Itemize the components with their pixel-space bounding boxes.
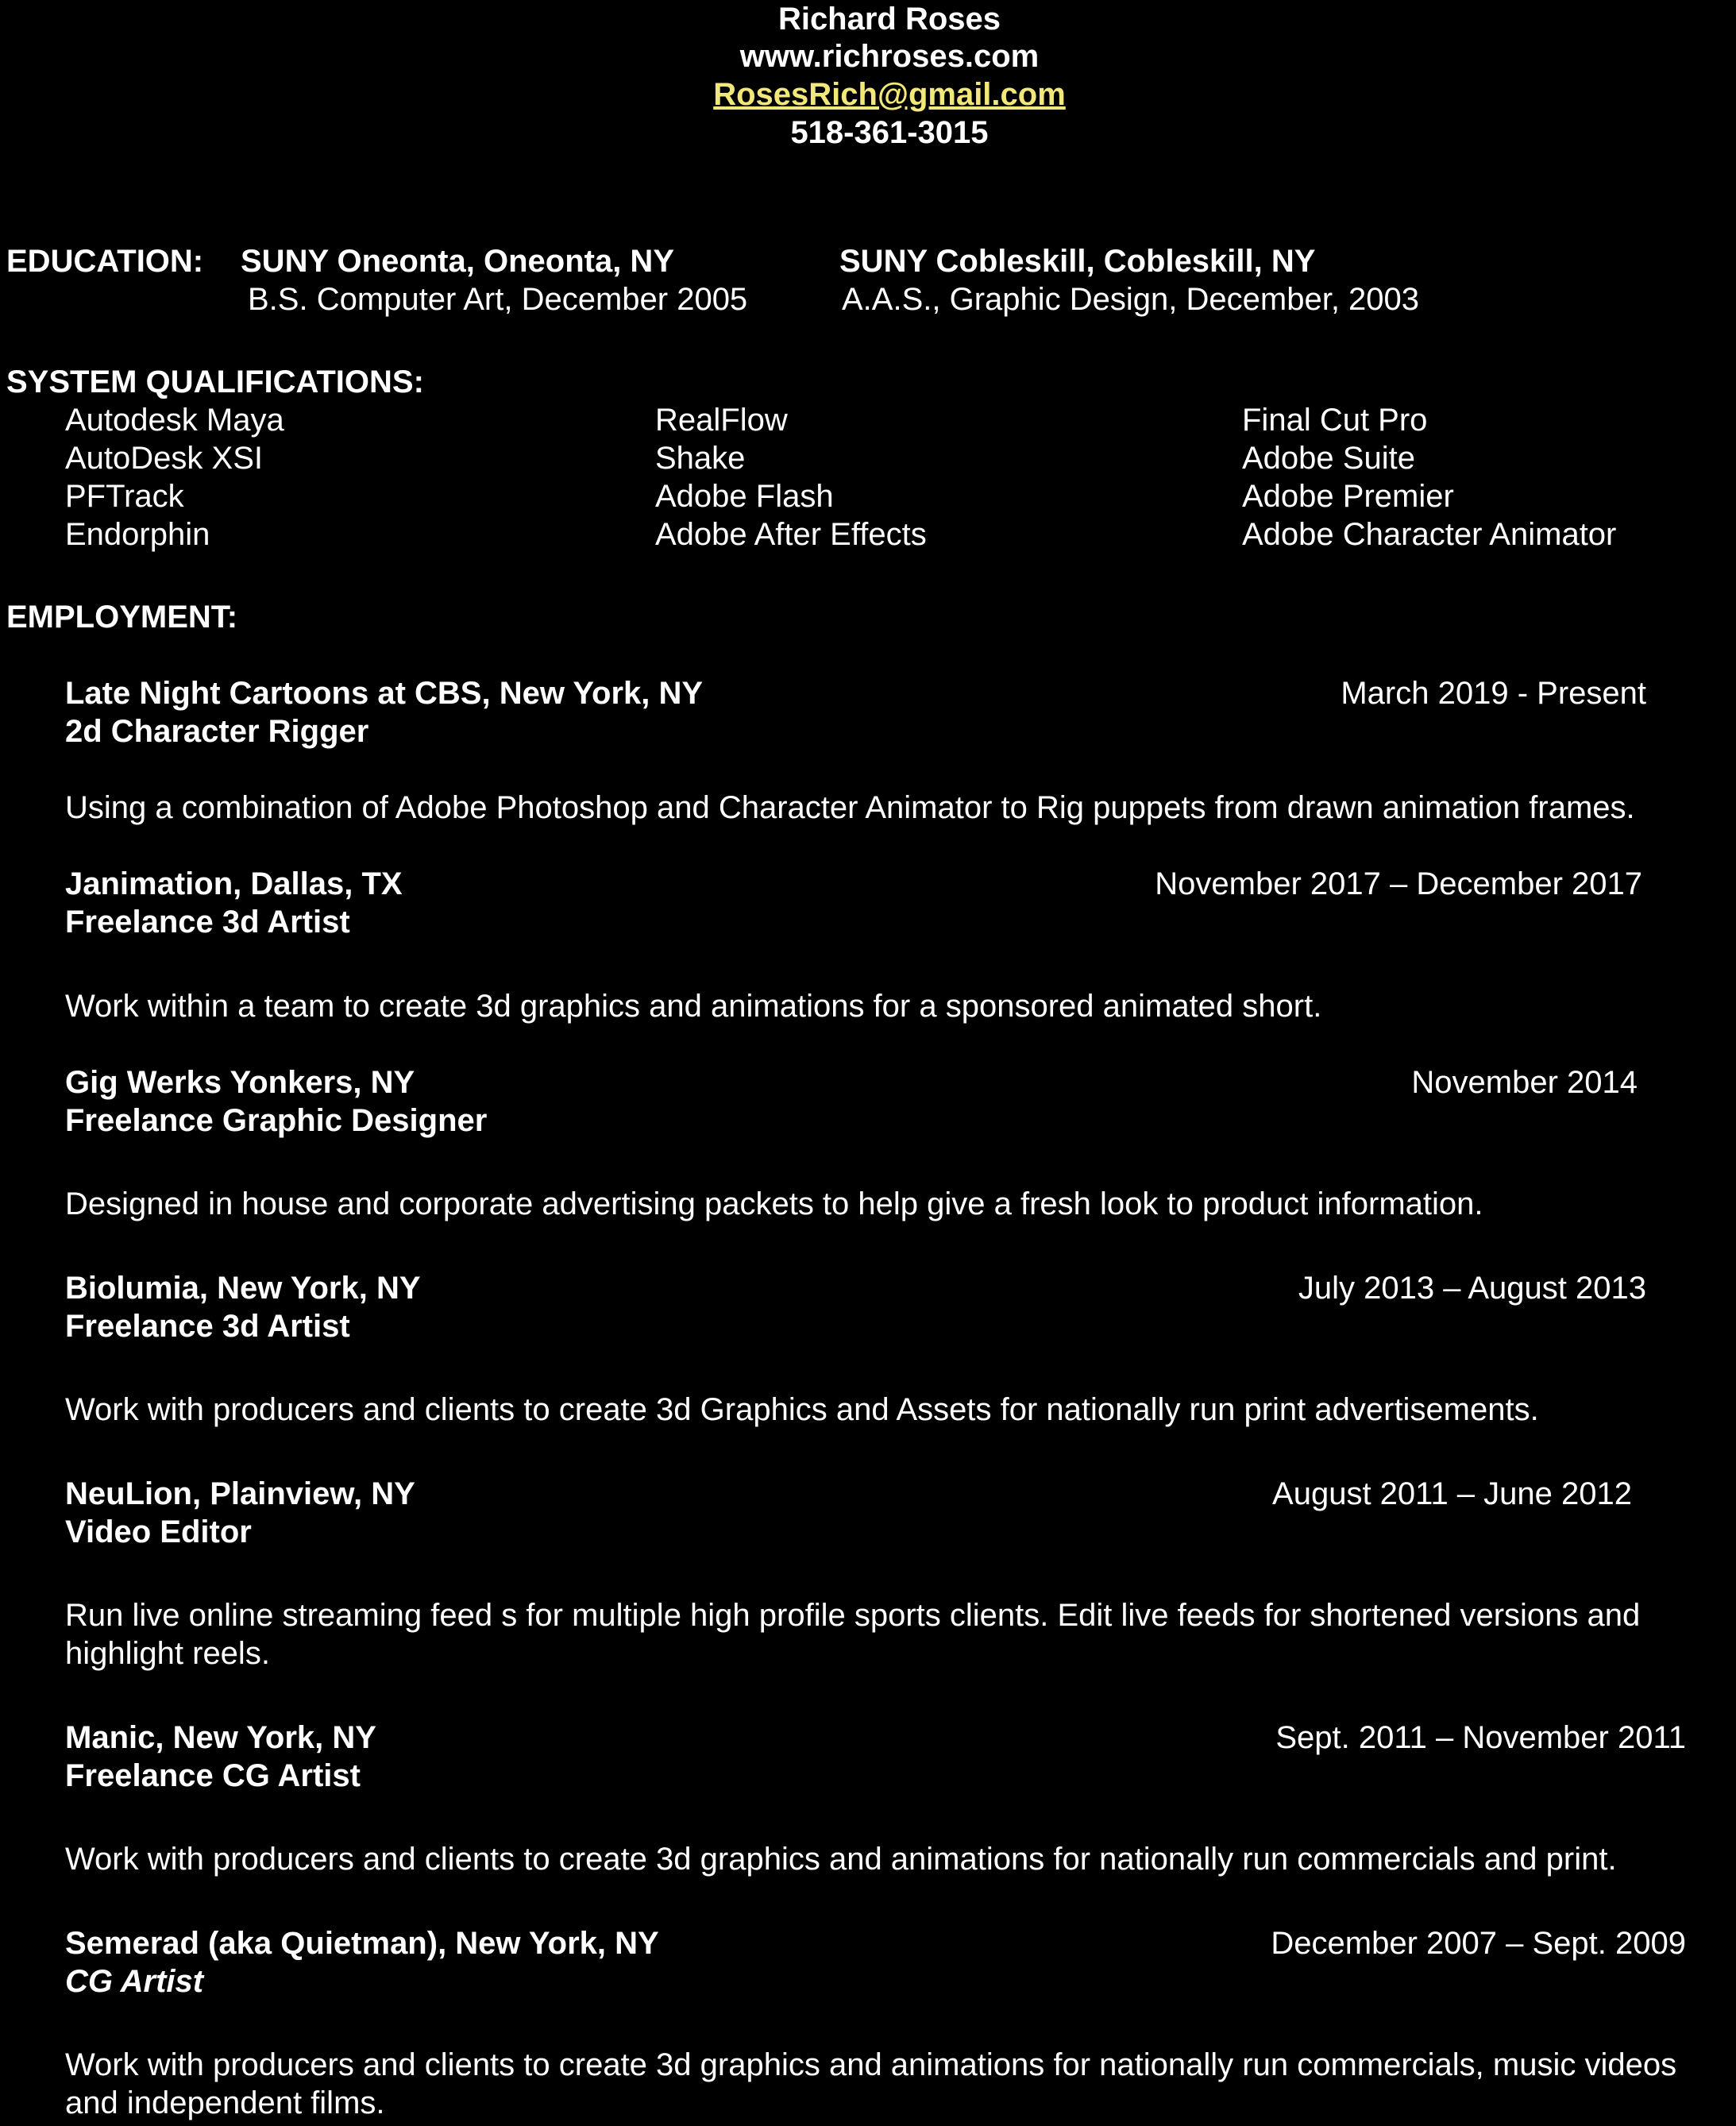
job-description: Run live online streaming feed s for multiple high profile sports clients. Edit live feeds for shortened versions and highlight reels. — [65, 1598, 1641, 1671]
job-description: Work with producers and clients to create 3d Graphics and Assets for nationally run print advertisements. — [65, 1392, 1539, 1427]
job-description: Using a combination of Adobe Photoshop and Character Animator to Rig puppets from drawn animation frames. — [65, 790, 1635, 825]
job-description: Work within a team to create 3d graphics and animations for a sponsored animated short. — [65, 989, 1322, 1024]
website: www.richroses.com — [739, 39, 1040, 74]
qualification-item: Adobe Suite — [1242, 441, 1415, 476]
qualification-item: Adobe Flash — [655, 479, 834, 514]
job-company: Semerad (aka Quietman), New York, NY — [65, 1926, 659, 1961]
qualification-item: PFTrack — [65, 479, 184, 514]
job-title: Video Editor — [65, 1514, 252, 1549]
job-dates: November 2014 — [1411, 1065, 1638, 1100]
qualification-item: Final Cut Pro — [1242, 403, 1428, 438]
job-title: Freelance 3d Artist — [65, 1309, 350, 1344]
job-title: Freelance CG Artist — [65, 1758, 361, 1793]
job-title: Freelance Graphic Designer — [65, 1103, 488, 1138]
education-school-1: SUNY Oneonta, Oneonta, NY — [241, 244, 674, 279]
job-dates: November 2017 – December 2017 — [1155, 866, 1642, 901]
education-heading: EDUCATION: — [6, 244, 204, 279]
qualification-item: RealFlow — [655, 403, 788, 438]
qualification-item: Adobe Character Animator — [1242, 517, 1617, 552]
qualification-item: Endorphin — [65, 517, 210, 552]
job-title: CG Artist — [65, 1964, 204, 1999]
education-school-2: SUNY Cobleskill, Cobleskill, NY — [839, 244, 1316, 279]
job-description: Work with producers and clients to create 3d graphics and animations for nationally run commercials, music videos and independent films. — [65, 2047, 1677, 2120]
education-degree-2: A.A.S., Graphic Design, December, 2003 — [842, 282, 1420, 317]
job-company: Late Night Cartoons at CBS, New York, NY — [65, 676, 704, 711]
phone: 518-361-3015 — [790, 115, 989, 150]
qualification-item: AutoDesk XSI — [65, 441, 264, 476]
employment-heading: EMPLOYMENT: — [6, 600, 238, 635]
education-degree-1: B.S. Computer Art, December 2005 — [248, 282, 748, 317]
job-company: NeuLion, Plainview, NY — [65, 1476, 415, 1511]
job-dates: March 2019 - Present — [1341, 676, 1646, 711]
job-description: Work with producers and clients to create 3d graphics and animations for nationally run commercials and print. — [65, 1842, 1617, 1877]
job-title: Freelance 3d Artist — [65, 905, 350, 940]
qualifications-heading: SYSTEM QUALIFICATIONS: — [6, 365, 424, 399]
qualification-item: Adobe After Effects — [655, 517, 927, 552]
job-description: Designed in house and corporate advertising packets to help give a fresh look to product information. — [65, 1186, 1483, 1221]
job-company: Janimation, Dallas, TX — [65, 866, 403, 901]
qualification-item: Adobe Premier — [1242, 479, 1454, 514]
job-company: Gig Werks Yonkers, NY — [65, 1065, 415, 1100]
job-dates: August 2011 – June 2012 — [1272, 1476, 1632, 1511]
job-title: 2d Character Rigger — [65, 714, 369, 749]
qualification-item: Shake — [655, 441, 746, 476]
job-company: Manic, New York, NY — [65, 1720, 376, 1755]
email-line — [0, 75, 1736, 114]
job-dates: December 2007 – Sept. 2009 — [1271, 1926, 1686, 1961]
job-dates: Sept. 2011 – November 2011 — [1275, 1720, 1686, 1755]
resume-name: Richard Roses — [777, 2, 1001, 37]
qualification-item: Autodesk Maya — [65, 403, 284, 438]
email-link[interactable]: RosesRich@gmail.com — [713, 77, 1066, 112]
job-dates: July 2013 – August 2013 — [1298, 1271, 1646, 1306]
job-company: Biolumia, New York, NY — [65, 1271, 421, 1306]
